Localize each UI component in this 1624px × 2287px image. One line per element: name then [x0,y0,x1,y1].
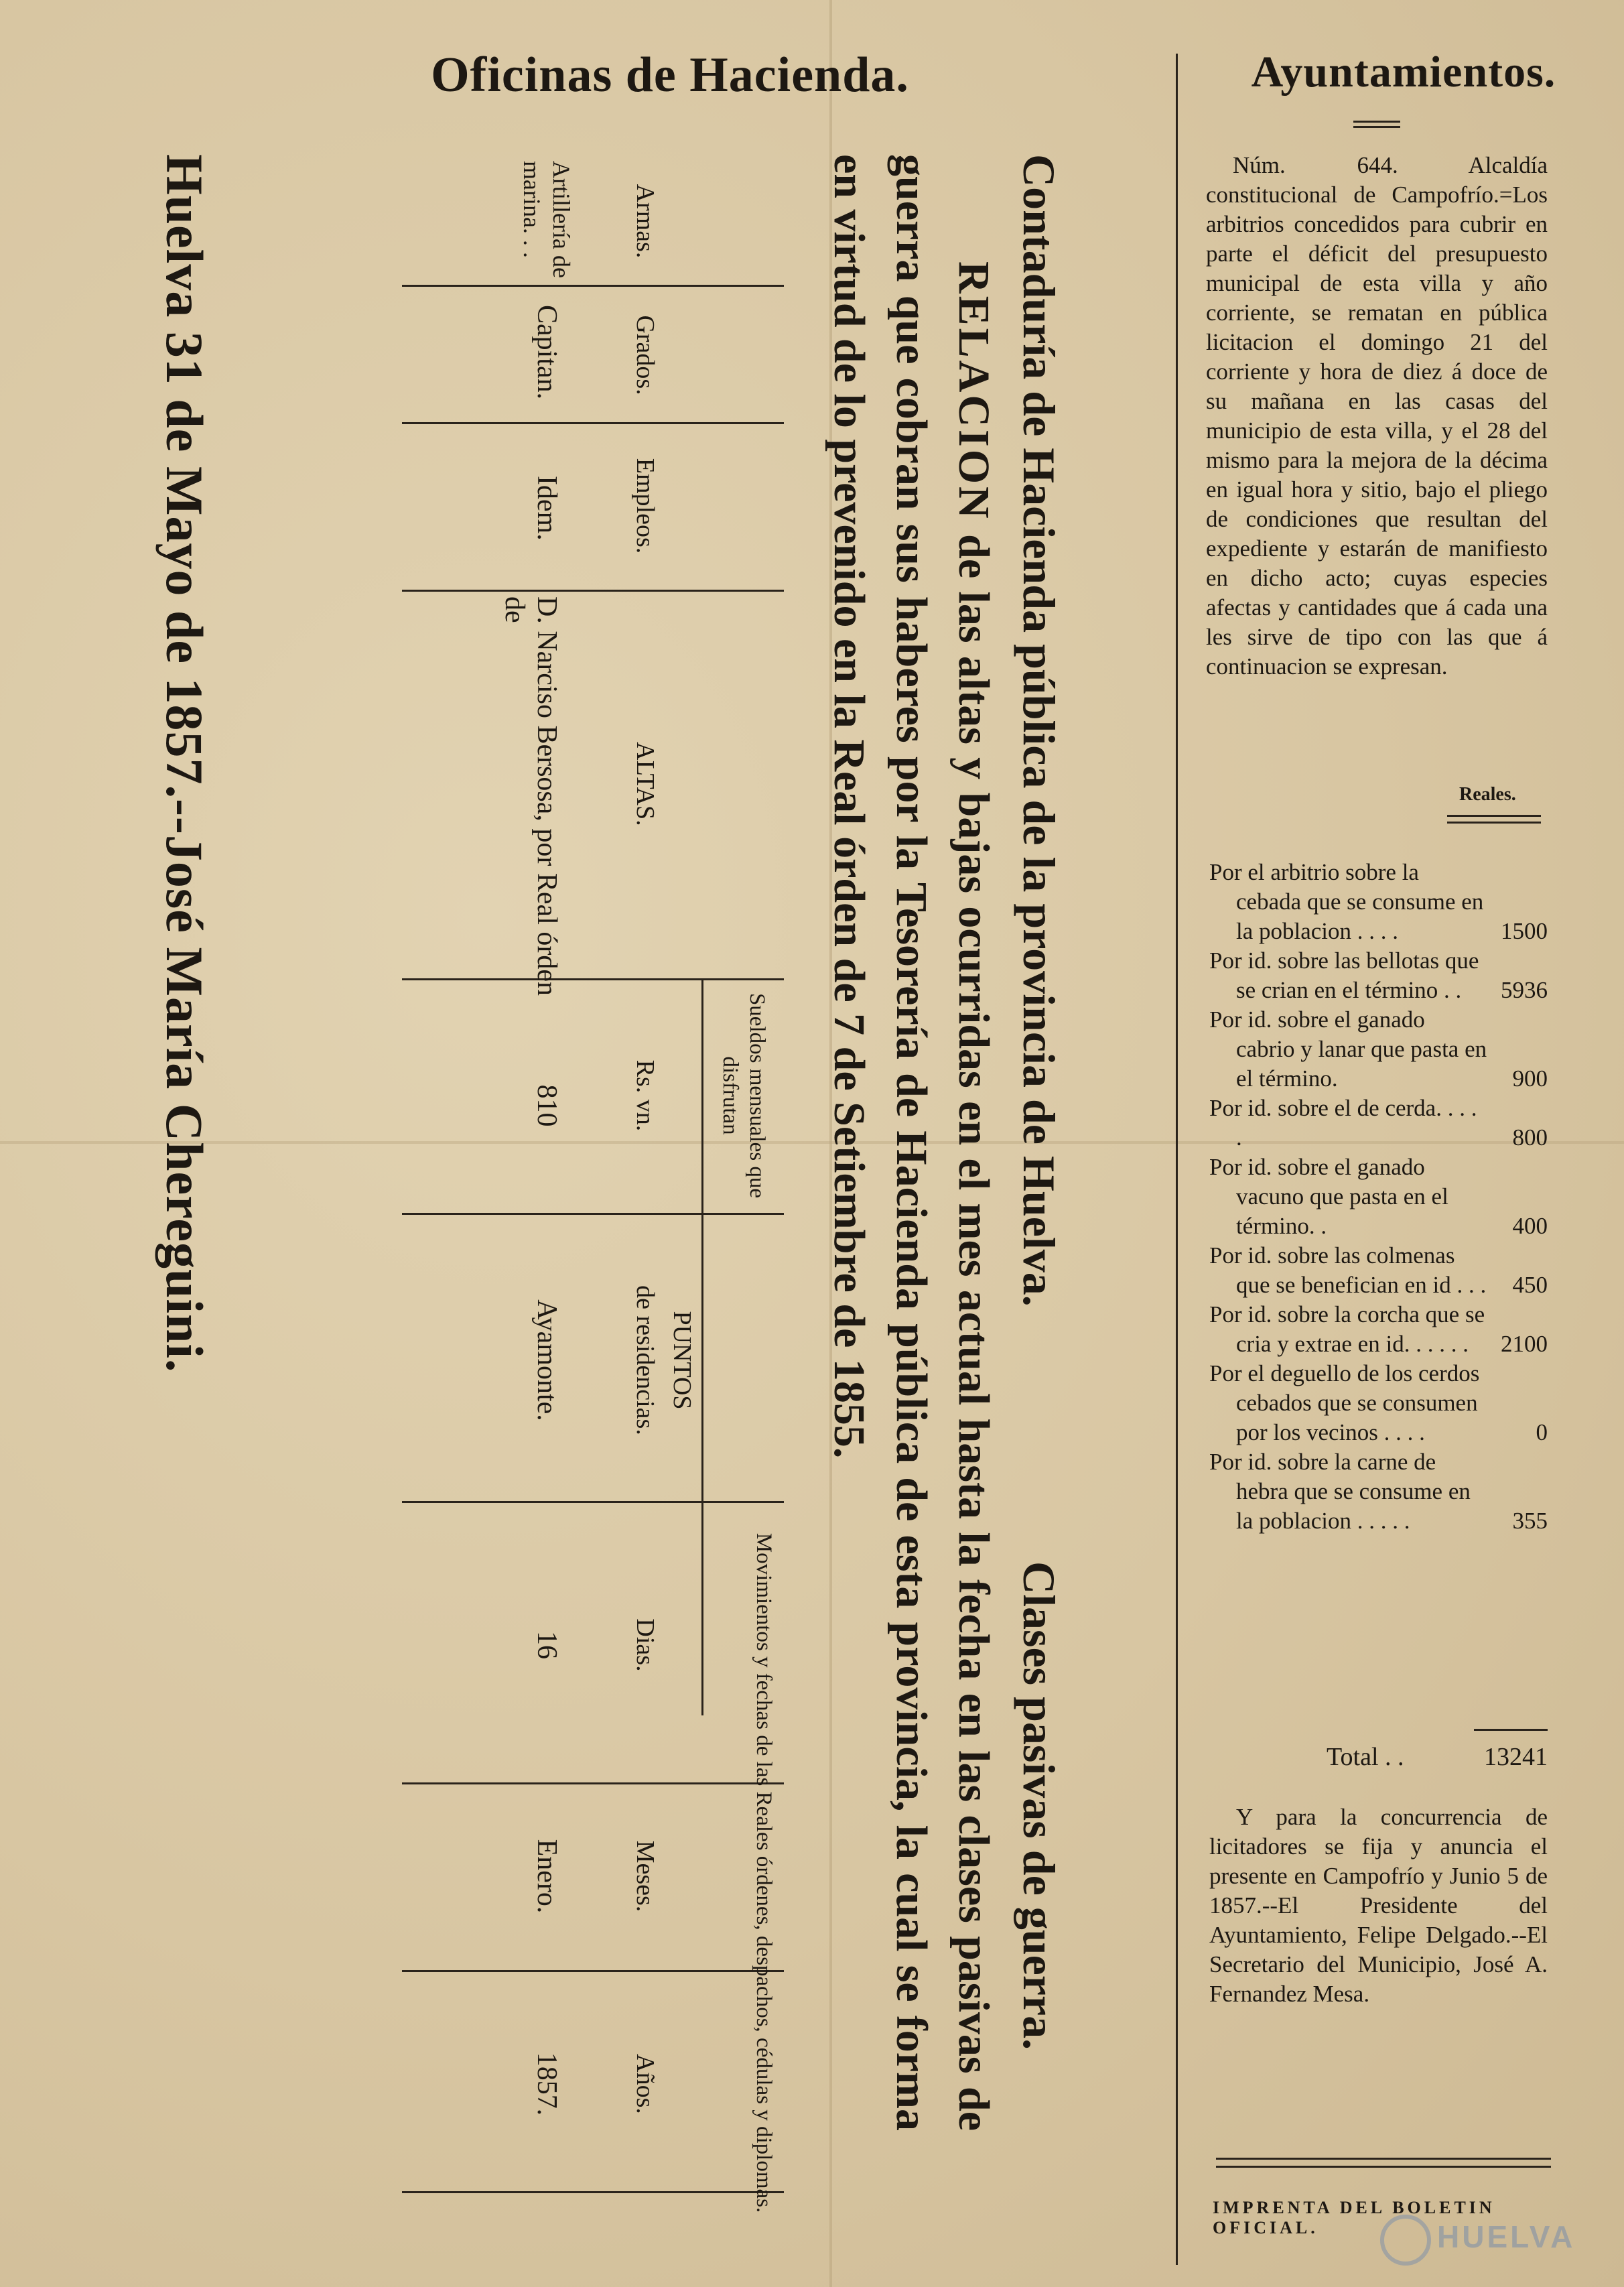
arbitrios-list [1209,858,1548,1536]
table-cell-empleo: Idem. [531,476,562,541]
list-item [1209,1241,1548,1300]
col-sep [402,2191,784,2193]
col-sep [402,590,784,592]
section-heading-oficinas: Oficinas de Hacienda. [431,48,909,103]
header-puntos: PUNTOS [668,1311,696,1410]
table-cell-grado: Capitan. [531,305,562,400]
reales-rule [1447,822,1541,824]
bottom-rule [1216,2166,1551,2168]
item-amount: 1500 [1501,918,1548,944]
archive-watermark [1380,2215,1595,2268]
col-sep [402,1782,784,1784]
notice-paragraph: Núm. 644. Alcaldía constitucional de Campofrío.=Los arbitrios concedidos para cubrir en parte el déficit del presupuesto municipal de esta villa y año corriente, se rematan en pública licitacion el domingo 21 del corriente y hora de diez á doce de su mañana en las casas del municipio de esta villa, y el 28 del mismo para la mejora de la décima en igual hora y sitio, bajo el pliego de condiciones que resultan del expediente y estarán de manifiesto en dicho acto; cuyas especies afectas y cantidades que á cada una les sirve de tipo con las que á continuacion se expresan. [1206,152,1548,679]
heading-rule [1353,121,1400,123]
col-sep [402,1501,784,1503]
item-text: Por el arbitrio sobre la cebada que se consume en la poblacion . . . . [1209,859,1484,944]
item-text: Por id. sobre el ganado cabrio y lanar que pasta en el término. [1209,1006,1487,1092]
reales-rule [1447,815,1541,817]
office-title: Contaduría de Hacienda pública de la provincia de Huelva. [1014,154,1065,1307]
list-item [1209,858,1548,946]
item-amount: 355 [1512,1508,1548,1534]
table-cell-nombre: D. Narciso Bersosa, por Real órden de [499,596,562,996]
total-rule [1474,1729,1548,1731]
relacion-lead: RELACION [949,261,998,521]
header-empleos: Empleos. [631,458,659,554]
item-amount: 800 [1512,1124,1548,1151]
list-item [1209,1153,1548,1241]
item-text: Por id. sobre el de cerda. . . . . [1209,1095,1477,1151]
section-heading-ayuntamientos: Ayuntamientos. [1251,48,1556,96]
col-sep [402,422,784,424]
altas-table [328,154,797,2231]
item-amount: 0 [1536,1419,1548,1445]
header-altas: ALTAS. [631,742,659,826]
header-rule [701,978,703,1715]
header-movimientos: Movimientos y fechas de las Reales órdenes, despachos, cédulas y diplomas. [752,1532,776,2213]
list-item [1209,946,1548,1005]
table-cell-dia: 16 [531,1631,562,1659]
col-sep [402,285,784,287]
total-label: Total . . [1327,1743,1404,1771]
table-cell-sueldo: 810 [531,1084,562,1127]
item-amount: 5936 [1501,977,1548,1003]
list-item [1209,1094,1548,1153]
col-sep [402,978,784,980]
item-amount: 900 [1512,1065,1548,1092]
item-text: Por id. sobre la corcha que se cria y extrae en id. . . . . . [1209,1301,1485,1357]
reales-label: Reales. [1459,784,1516,805]
header-residencias: de residencias. [631,1285,659,1435]
col-sep [402,1213,784,1215]
total-amount: 13241 [1484,1743,1548,1771]
item-amount: 400 [1512,1213,1548,1239]
watermark-logo-icon [1380,2215,1431,2266]
column-divider [1176,54,1178,2265]
header-meses: Meses. [631,1840,659,1912]
relacion-body: de las altas y bajas ocurridas en el mes actual hasta la fecha en las clases pasivas de guerra que cobran sus haberes por la Tesorería de Hacienda pública de esta provincia, la cual se forma en virtud de lo prevenido en la Real órden de 7 de Setiembre de 1855. [825,154,998,2131]
table-cell-arma: Artillería de marina. . . [519,161,575,278]
list-item [1209,1447,1548,1536]
signature-line: Huelva 31 de Mayo de 1857.--José María Chereguini. [155,154,214,1373]
list-item [1209,1300,1548,1359]
section-title: Clases pasivas de guerra. [1014,1561,1065,2050]
item-text: Por id. sobre las bellotas que se crian en el término . . [1209,948,1479,1003]
list-item [1209,1005,1548,1094]
header-dias: Dias. [631,1618,659,1672]
item-text: Por el deguello de los cerdos cebados que se consumen por los vecinos . . . . [1209,1360,1480,1445]
printer-imprint: IMPRENTA DEL BOLETIN OFICIAL. [1213,2198,1495,2237]
item-text: Por id. sobre la carne de hebra que se consume en la poblacion . . . . . [1209,1449,1471,1534]
item-text: Por id. sobre el ganado vacuno que pasta en el término. . [1209,1154,1448,1239]
closing-paragraph: Y para la concurrencia de licitadores se fija y anuncia el presente en Campofrío y Junio 5 de 1857.--El Presidente del Ayuntamiento, Felipe Delgado.--El Secretario del Municipio, José A. Fernandez Mesa. [1209,1804,1548,2007]
item-amount: 2100 [1501,1331,1548,1357]
list-item [1209,1359,1548,1447]
col-sep [402,1970,784,1972]
table-cell-ano: 1857. [531,2052,562,2116]
bottom-rule [1216,2158,1551,2160]
relacion-paragraph [818,154,1005,2131]
header-anos: Años. [631,2054,659,2114]
header-grados: Grados. [631,315,659,395]
item-amount: 450 [1512,1272,1548,1298]
header-sueldos: Sueldos mensuales que disfrutan [718,992,769,1199]
header-rs-vn: Rs. vn. [631,1059,659,1132]
table-cell-residencia: Ayamonte. [531,1299,562,1421]
item-text: Por id. sobre las colmenas que se benefician en id . . . [1209,1242,1487,1298]
heading-rule [1353,126,1400,128]
header-armas: Armas. [631,184,659,259]
table-cell-mes: Enero. [531,1839,562,1914]
rotated-table-block [100,154,1065,2231]
watermark-text: HUELVA [1437,2219,1576,2254]
